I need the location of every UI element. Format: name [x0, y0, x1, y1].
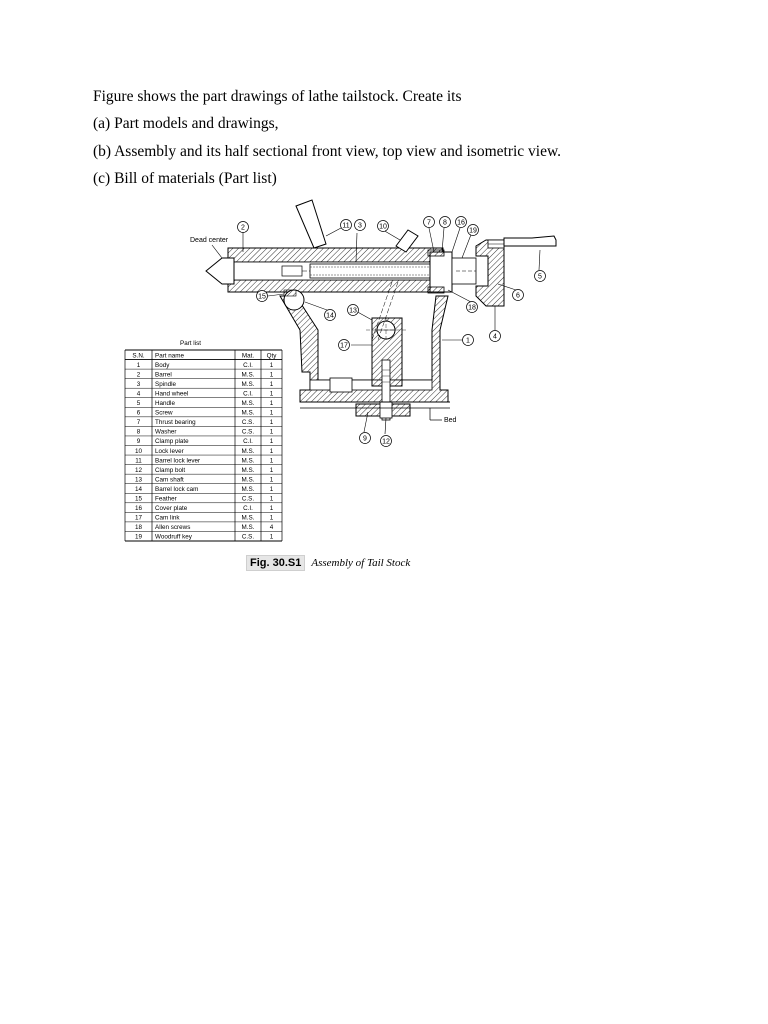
table-cell: 14 [134, 485, 143, 493]
table-cell: 15 [134, 495, 143, 503]
table-cell: Washer [155, 428, 177, 436]
table-cell: M.S. [241, 409, 255, 417]
table-cell: Clamp plate [155, 438, 189, 446]
table-cell: 17 [134, 514, 143, 522]
table-cell: 12 [134, 466, 143, 474]
svg-text:9: 9 [363, 435, 367, 443]
intro-line-4: (c) Bill of materials (Part list) [93, 170, 277, 187]
table-cell: C.S. [241, 495, 255, 503]
part-list-grid [125, 350, 282, 541]
table-cell: Barrel lock lever [155, 457, 201, 465]
table-cell: Cover plate [155, 505, 188, 513]
svg-text:7: 7 [427, 219, 431, 227]
balloon-16-top [456, 217, 467, 228]
table-cell: 7 [136, 419, 141, 427]
table-cell: C.I. [243, 505, 253, 513]
table-cell: M.S. [241, 514, 255, 522]
svg-text:12: 12 [382, 438, 390, 446]
table-cell: 11 [135, 457, 142, 465]
svg-text:4: 4 [493, 333, 497, 341]
intro-line-1: Figure shows the part drawings of lathe tailstock. Create its [93, 88, 462, 105]
svg-text:18: 18 [468, 304, 476, 312]
table-cell: Handle [155, 400, 175, 407]
table-cell: Feather [155, 495, 177, 503]
svg-text:15: 15 [258, 293, 266, 301]
table-cell: Clamp bolt [155, 466, 186, 474]
balloon-3 [355, 220, 366, 231]
figure-caption [246, 557, 410, 569]
svg-text:1: 1 [466, 337, 470, 345]
table-header-cell: Mat. [241, 352, 255, 360]
barrel-lock-lever [296, 200, 326, 248]
handle [504, 236, 556, 246]
table-cell: Spindle [155, 380, 177, 388]
balloon-2 [238, 222, 249, 233]
table-cell: M.S. [241, 476, 255, 484]
table-cell: 13 [134, 476, 143, 484]
clamp-plate [356, 402, 410, 418]
balloon-13 [348, 305, 359, 316]
table-cell: M.S. [241, 371, 255, 379]
table-cell: M.S. [241, 380, 255, 388]
table-header-cell: S.N. [132, 352, 145, 360]
part-list-title: Part list [180, 340, 201, 347]
table-cell: C.I. [243, 390, 253, 398]
table-header-cell: Qty [266, 352, 277, 360]
svg-text:14: 14 [326, 312, 334, 320]
svg-text:2: 2 [241, 224, 245, 232]
balloon-6 [513, 290, 524, 301]
table-cell: 1 [269, 419, 274, 427]
table-cell: 1 [269, 438, 274, 446]
balloon-10 [378, 221, 389, 232]
balloon-17 [339, 340, 350, 351]
table-cell: C.S. [241, 428, 255, 436]
table-cell: Woodruff key [155, 533, 192, 541]
table-cell: 1 [269, 400, 274, 407]
table-cell: 6 [136, 409, 141, 417]
table-cell: 1 [269, 533, 274, 541]
svg-text:11: 11 [342, 222, 350, 230]
table-cell: 1 [269, 447, 274, 455]
barrel-lock-cam [284, 290, 304, 310]
balloon-8 [440, 217, 451, 228]
balloon-11 [341, 220, 352, 231]
table-cell: 1 [269, 380, 274, 388]
balloon-7 [424, 217, 435, 228]
balloon-12 [381, 436, 392, 447]
table-cell: 16 [134, 505, 143, 513]
part-list-table [125, 340, 282, 541]
svg-text:3: 3 [358, 222, 362, 230]
svg-text:5: 5 [538, 273, 542, 281]
dead-center-label: Dead center [190, 237, 229, 244]
table-cell: 3 [136, 380, 141, 388]
table-cell: Lock lever [155, 447, 184, 455]
table-cell: Cam link [155, 514, 180, 522]
table-cell: M.S. [241, 524, 255, 532]
table-cell: Body [155, 361, 170, 369]
table-header-cell: Part name [155, 352, 185, 360]
table-cell: M.S. [241, 457, 255, 465]
balloon-4 [490, 331, 501, 342]
balloon-5 [535, 271, 546, 282]
table-cell: Screw [155, 409, 173, 417]
table-cell: 1 [136, 361, 141, 369]
table-cell: 10 [134, 447, 143, 455]
table-cell: 1 [269, 457, 274, 465]
table-cell: Hand wheel [155, 390, 189, 398]
table-cell: 1 [269, 466, 274, 474]
svg-text:13: 13 [349, 307, 357, 315]
bearing-cover [428, 250, 476, 293]
table-cell: C.I. [243, 438, 253, 446]
svg-text:8: 8 [443, 219, 447, 227]
intro-line-2: (a) Part models and drawings, [93, 115, 279, 132]
balloon-14 [325, 310, 336, 321]
svg-text:6: 6 [516, 292, 520, 300]
table-cell: 1 [269, 371, 274, 379]
table-cell: 4 [269, 524, 274, 532]
table-cell: 9 [136, 438, 141, 446]
hand-wheel [476, 240, 504, 306]
balloon-19 [468, 225, 479, 236]
table-cell: Barrel lock cam [155, 485, 199, 493]
table-cell: 4 [136, 390, 141, 398]
table-cell: 18 [134, 524, 143, 532]
svg-text:16: 16 [457, 219, 465, 227]
balloon-15 [257, 291, 268, 302]
table-cell: 1 [269, 409, 274, 417]
table-cell: 19 [134, 533, 143, 541]
balloon-1 [463, 335, 474, 346]
table-cell: M.S. [241, 400, 255, 407]
table-cell: C.I. [243, 361, 253, 369]
table-cell: 8 [136, 428, 141, 436]
table-cell: Thrust bearing [155, 419, 196, 427]
table-cell: M.S. [241, 447, 255, 455]
svg-text:19: 19 [469, 227, 477, 235]
table-cell: 5 [136, 400, 141, 407]
bed-label: Bed [444, 417, 457, 424]
intro-line-3: (b) Assembly and its half sectional front view, top view and isometric view. [93, 143, 562, 160]
svg-text:17: 17 [340, 342, 348, 350]
balloon-9 [360, 433, 371, 444]
table-cell: Allen screws [155, 524, 191, 532]
table-cell: 1 [269, 495, 274, 503]
table-cell: C.S. [241, 533, 255, 541]
table-cell: Barrel [155, 371, 172, 379]
body-part [280, 296, 448, 402]
figure-title: Assembly of Tail Stock [311, 557, 411, 569]
table-cell: 1 [269, 514, 274, 522]
table-cell: 1 [269, 390, 274, 398]
figure-number: Fig. 30.S1 [246, 555, 305, 571]
table-cell: 1 [269, 476, 274, 484]
spindle-screw [310, 264, 430, 278]
table-cell: 1 [269, 485, 274, 493]
table-cell: 1 [269, 361, 274, 369]
table-cell: C.S. [241, 419, 255, 427]
table-cell: M.S. [241, 485, 255, 493]
table-cell: 2 [136, 371, 141, 379]
table-cell: 1 [269, 428, 274, 436]
svg-text:10: 10 [379, 223, 387, 231]
table-cell: Cam shaft [155, 476, 184, 484]
table-cell: 1 [269, 505, 274, 513]
balloon-18 [467, 302, 478, 313]
table-cell: M.S. [241, 466, 255, 474]
